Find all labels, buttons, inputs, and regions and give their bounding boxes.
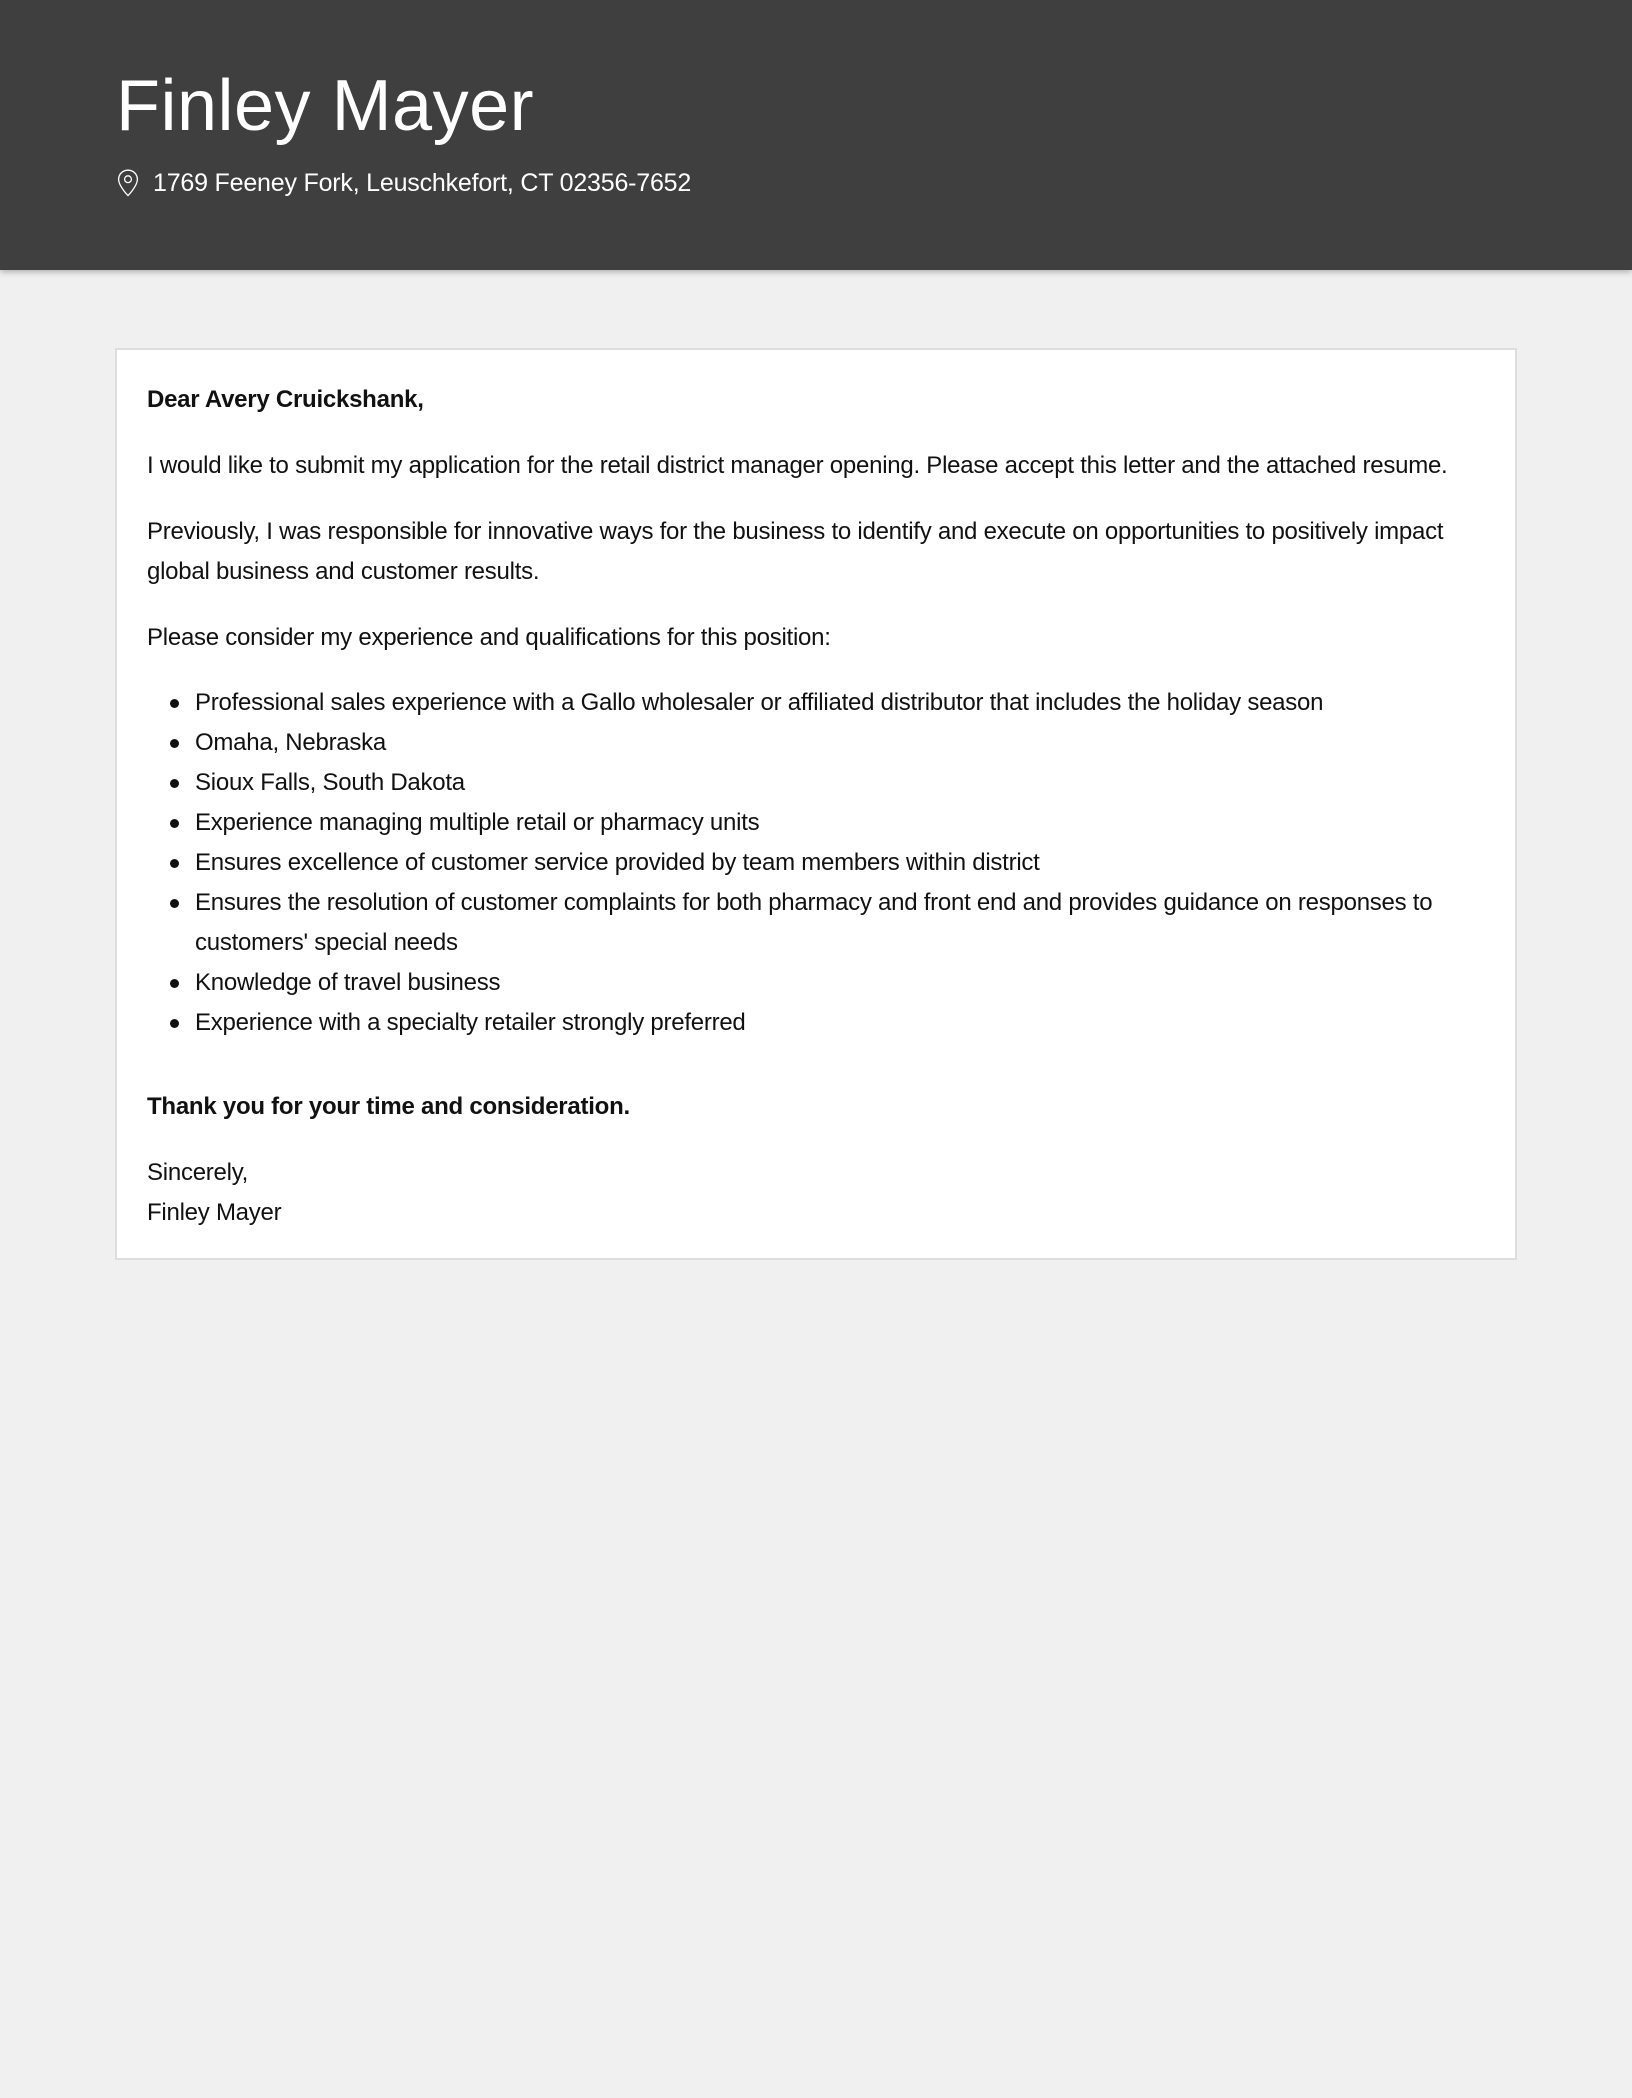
list-item-text: Knowledge of travel business bbox=[195, 969, 501, 996]
signature: Finley Mayer bbox=[147, 1199, 282, 1226]
greeting: Dear Avery Cruickshank, bbox=[147, 386, 424, 413]
signoff: Sincerely, bbox=[147, 1159, 249, 1186]
list-item-text: Experience with a specialty retailer strongly preferred bbox=[195, 1009, 746, 1036]
bullet-icon bbox=[170, 1019, 179, 1028]
map-pin-icon bbox=[117, 169, 139, 197]
list-item-text: Sioux Falls, South Dakota bbox=[195, 769, 465, 796]
list-item bbox=[195, 1003, 1485, 1043]
list-item bbox=[195, 883, 1485, 963]
list-item-text: Ensures excellence of customer service provided by team members within district bbox=[195, 849, 1040, 876]
paragraph-qualifications-intro: Please consider my experience and qualifications for this position: bbox=[147, 624, 831, 651]
list-item bbox=[195, 723, 1485, 763]
bullet-icon bbox=[170, 899, 179, 908]
list-item-text: Experience managing multiple retail or pharmacy units bbox=[195, 809, 760, 836]
header bbox=[0, 0, 1632, 270]
list-item-text: Professional sales experience with a Gallo wholesaler or affiliated distributor that includes the holiday season bbox=[195, 689, 1324, 716]
paragraph-intro: I would like to submit my application for the retail district manager opening. Please accept this letter and the attached resume. bbox=[147, 452, 1448, 479]
address-row bbox=[117, 167, 691, 199]
bullet-icon bbox=[170, 859, 179, 868]
bullet-icon bbox=[170, 739, 179, 748]
bullet-icon bbox=[170, 699, 179, 708]
applicant-name: Finley Mayer bbox=[116, 66, 535, 146]
bullet-icon bbox=[170, 979, 179, 988]
bullet-icon bbox=[170, 779, 179, 788]
list-item bbox=[195, 803, 1485, 843]
list-item bbox=[195, 963, 1485, 1003]
list-item bbox=[195, 763, 1485, 803]
paragraph-experience: Previously, I was responsible for innovative ways for the business to identify and execute on opportunities to positively impact global business and customer results. bbox=[147, 518, 1444, 585]
address-text: 1769 Feeney Fork, Leuschkefort, CT 02356-7652 bbox=[153, 169, 692, 197]
bullet-icon bbox=[170, 819, 179, 828]
cover-letter-card bbox=[115, 348, 1517, 1260]
list-item bbox=[195, 683, 1485, 723]
closing-line: Thank you for your time and consideration. bbox=[147, 1093, 630, 1120]
list-item-text: Omaha, Nebraska bbox=[195, 729, 387, 756]
list-item bbox=[195, 843, 1485, 883]
qualifications-list bbox=[147, 683, 1485, 1043]
list-item-text: Ensures the resolution of customer complaints for both pharmacy and front end and provides guidance on responses to customers' special needs bbox=[195, 889, 1433, 956]
